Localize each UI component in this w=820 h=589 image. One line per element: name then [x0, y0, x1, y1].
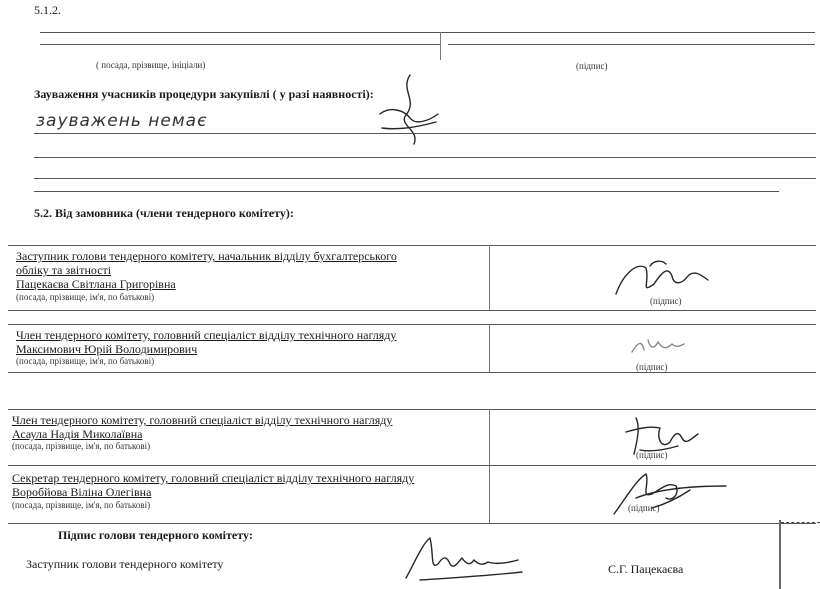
member-row-divider [489, 465, 490, 523]
member-2-title-line1: Член тендерного комітету, головний спеціаліст відділу технічного нагляду [16, 328, 397, 342]
member-1-title-line2: обліку та звітності [16, 263, 112, 277]
member-3-caption: (посада, прізвище, ім'я, по батькові) [12, 441, 151, 451]
member-1-name: Пацекаєва Світлана Григорівна [16, 277, 176, 291]
member-4-name: Воробйова Віліна Олегівна [12, 485, 152, 499]
member-3-signature [620, 414, 710, 460]
rule-line [34, 178, 816, 179]
signature-caption: (підпис) [576, 61, 608, 71]
divider [440, 32, 441, 60]
member-3-title-line1: Член тендерного комітету, головний спеціаліст відділу технічного нагляду [12, 413, 393, 427]
rule-line [34, 191, 779, 192]
rule-line [34, 157, 816, 158]
member-2-sig-caption: (підпис) [636, 362, 668, 372]
scan-edge-line [779, 520, 781, 589]
member-4-signature [606, 468, 746, 520]
member-row-border [8, 245, 816, 246]
member-3-name: Асаула Надія Миколаївна [12, 427, 143, 441]
member-1-signature [610, 254, 720, 304]
member-row-border [8, 310, 816, 311]
section-number-512: 5.1.2. [34, 3, 61, 17]
member-2-caption: (посада, прізвище, ім'я, по батькові) [16, 356, 155, 366]
member-4-sig-caption: (підпис) [628, 503, 660, 513]
remarks-signature [370, 70, 450, 150]
chair-heading: Підпис голови тендерного комітету: [58, 528, 253, 542]
member-row-divider [489, 245, 490, 310]
position-line [40, 44, 440, 45]
member-1-sig-caption: (підпис) [650, 296, 682, 306]
scan-edge-dash [781, 522, 820, 523]
member-row-border [8, 465, 816, 466]
member-3-sig-caption: (підпис) [636, 450, 668, 460]
member-4-caption: (посада, прізвище, ім'я, по батькові) [12, 500, 151, 510]
remarks-handwritten: зауважень немає [36, 111, 208, 131]
member-row-border [8, 523, 816, 524]
member-1-title-line1: Заступник голови тендерного комітету, начальник відділу бухгалтерського [16, 249, 397, 263]
member-row-border [8, 324, 816, 325]
member-row-divider [489, 324, 490, 372]
position-caption: ( посада, прізвище, ініціали) [96, 60, 206, 70]
chair-title: Заступник голови тендерного комітету [26, 557, 224, 571]
member-2-signature [628, 336, 688, 358]
member-row-divider [489, 409, 490, 465]
member-1-caption: (посада, прізвище, ім'я, по батькові) [16, 292, 155, 302]
signature-line [448, 44, 815, 45]
chair-name: С.Г. Пацекаєва [608, 562, 684, 576]
member-2-name: Максимович Юрій Володимирович [16, 342, 198, 356]
rule-line [40, 32, 815, 33]
member-row-border [8, 409, 816, 410]
remarks-heading: Зауваження учасників процедури закупівлі ( у разі наявності): [34, 87, 374, 101]
member-4-title-line1: Секретар тендерного комітету, головний спеціаліст відділу технічного нагляду [12, 471, 415, 485]
member-row-border [8, 372, 816, 373]
rule-line [34, 133, 816, 134]
section-52-heading: 5.2. Від замовника (члени тендерного комітету): [34, 206, 294, 220]
chair-signature [400, 534, 530, 586]
